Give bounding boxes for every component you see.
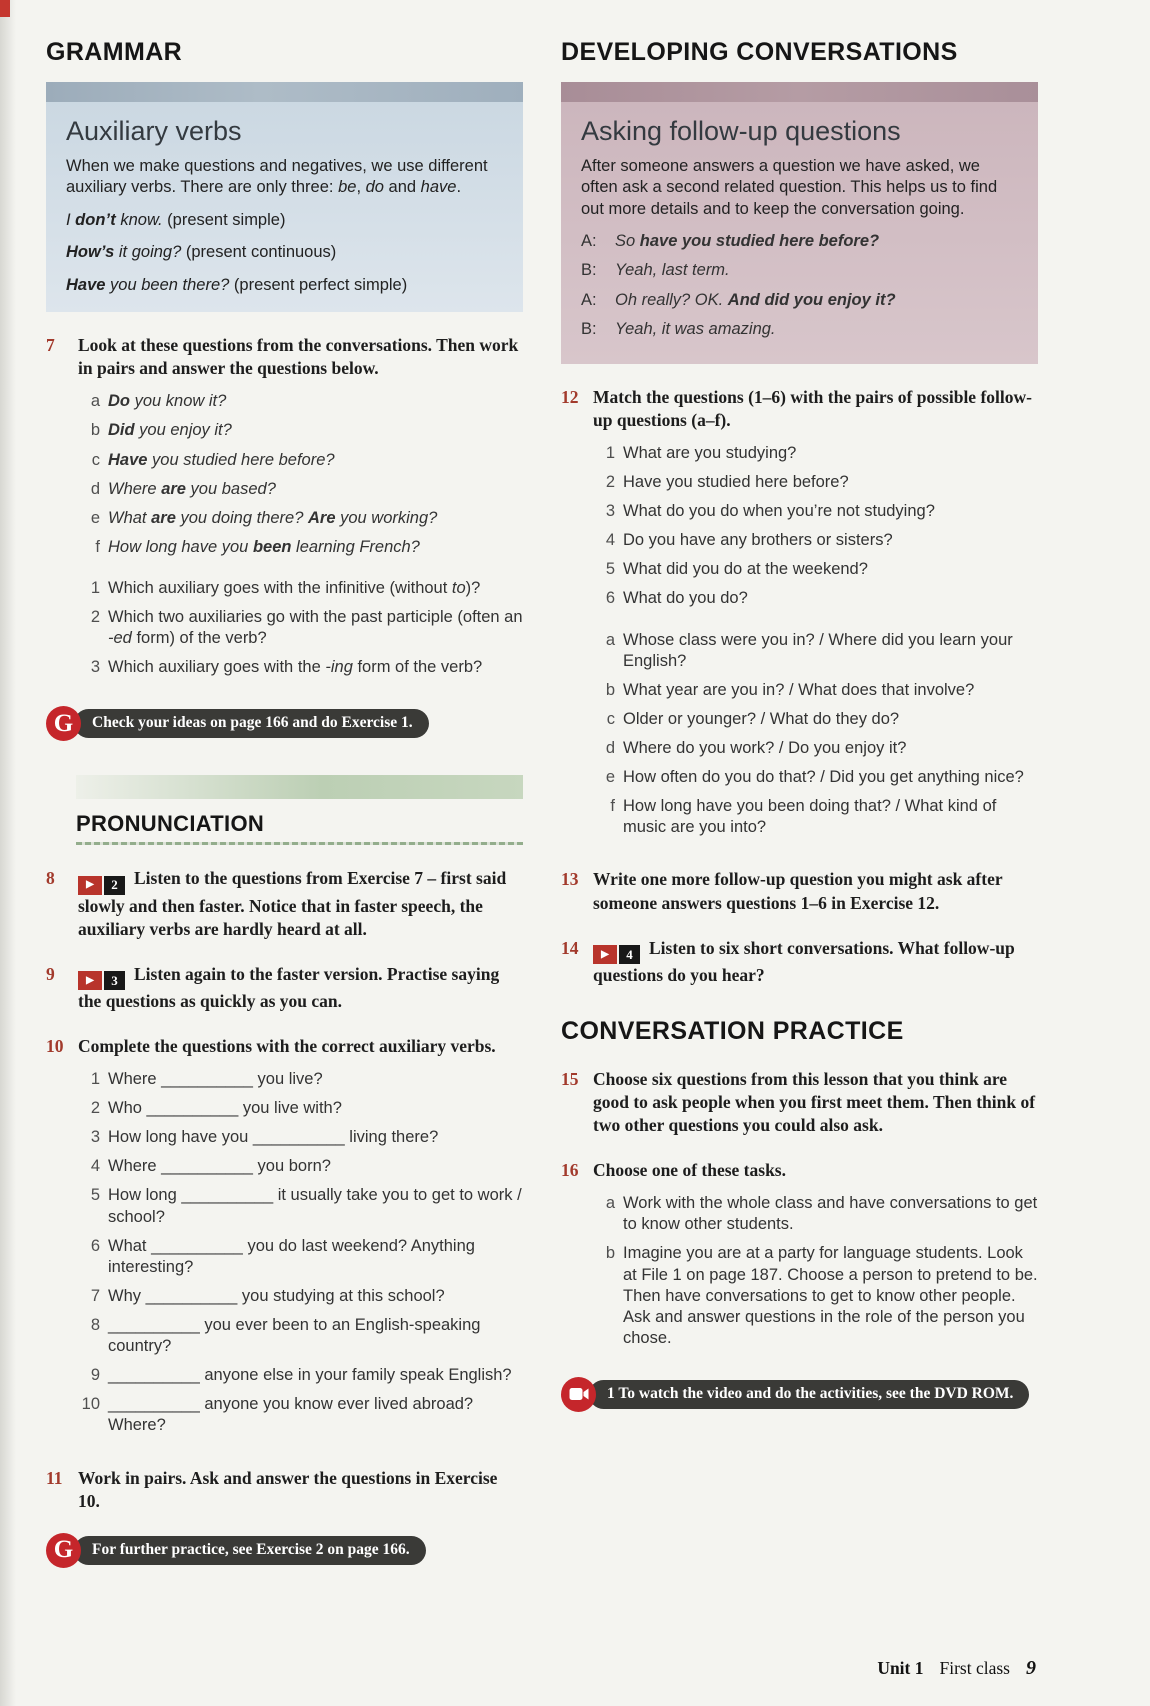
exercise-number: 10 xyxy=(46,1035,64,1056)
grammar-reference xyxy=(46,706,523,741)
pronunciation-rule xyxy=(76,842,523,845)
exercise-instruction: Listen to six short conversations. What follow-up questions do you hear? xyxy=(593,937,1015,985)
list-item: 1 What are you studying? xyxy=(605,443,797,462)
list-item: 7 Why __________ you studying at this school? xyxy=(90,1286,445,1305)
question-list xyxy=(593,443,1038,610)
play-icon: ▶ xyxy=(593,945,617,964)
follow-up-list xyxy=(593,630,1038,839)
exercise-instruction: Look at these questions from the conversations. Then work in pairs and answer the questions below. xyxy=(78,335,519,379)
track-number: 2 xyxy=(104,876,125,895)
audio-track-chip xyxy=(78,971,125,990)
list-item: 6 What do you do? xyxy=(605,589,748,608)
list-item: f How long have you been doing that? / What kind of music are you into? xyxy=(610,797,997,837)
list-item: a Whose class were you in? / Where did you learn your English? xyxy=(605,630,1013,670)
exercise-16 xyxy=(561,1159,1038,1357)
exercise-number: 12 xyxy=(561,386,579,407)
list-item: 1 Where __________ you live? xyxy=(90,1070,323,1089)
list-item: d Where do you work? / Do you enjoy it? xyxy=(605,739,907,758)
exercise-instruction: Write one more follow-up question you might ask after someone answers questions 1–6 in Exercise 12. xyxy=(593,869,1003,913)
conversation-practice-heading: CONVERSATION PRACTICE xyxy=(561,1016,904,1045)
list-item: 8 __________ you ever been to an English-speaking country? xyxy=(90,1316,481,1356)
audio-track-chip xyxy=(593,945,640,964)
list-item: 2 Which two auxiliaries go with the past participle (often an -ed form) of the verb? xyxy=(90,608,523,648)
auxiliary-verbs-box xyxy=(46,82,523,312)
developing-conversations-heading: DEVELOPING CONVERSATIONS xyxy=(561,38,958,66)
list-item: 10 __________ anyone you know ever lived abroad? Where? xyxy=(81,1395,474,1435)
audio-track-chip xyxy=(78,876,125,895)
exercise-instruction: Listen again to the faster version. Practise saying the questions as quickly as you can. xyxy=(78,963,500,1011)
exercise-8 xyxy=(46,867,523,940)
exercise-number: 9 xyxy=(46,963,55,984)
grammar-g-icon: G xyxy=(46,706,81,741)
video-reference xyxy=(561,1377,1038,1412)
list-item: 6 What __________ you do last weekend? Anything interesting? xyxy=(90,1236,475,1276)
list-item: 3 What do you do when you’re not studying? xyxy=(605,502,935,521)
exercise-number: 13 xyxy=(561,869,579,890)
list-item: 9 __________ anyone else in your family speak English? xyxy=(90,1366,512,1385)
box-top-band xyxy=(46,82,523,102)
exercise-instruction: Work in pairs. Ask and answer the questions in Exercise 10. xyxy=(78,1467,498,1511)
list-item: B: Yeah, it was amazing. xyxy=(581,319,776,338)
box-intro: After someone answers a question we have asked, we often ask a second related question. This helps us to find out more details and to keep the conversation going. xyxy=(581,157,998,218)
lesson-title: First class xyxy=(939,1658,1010,1678)
gap-fill-list xyxy=(78,1069,523,1437)
exercise-number: 16 xyxy=(561,1160,579,1181)
page-corner-mark xyxy=(0,0,10,17)
box-title: Asking follow-up questions xyxy=(581,116,901,146)
follow-up-questions-box xyxy=(561,82,1038,364)
task-list xyxy=(593,1193,1038,1349)
list-item: f How long have you been learning French? xyxy=(95,537,420,556)
question-list xyxy=(78,391,523,558)
list-item: 4 Do you have any brothers or sisters? xyxy=(605,531,893,550)
unit-label: Unit 1 xyxy=(877,1658,924,1678)
list-item: 2 Who __________ you live with? xyxy=(90,1099,342,1118)
list-item: c Older or younger? / What do they do? xyxy=(606,709,900,728)
pronunciation-heading: PRONUNCIATION xyxy=(76,811,265,837)
exercise-14 xyxy=(561,937,1038,987)
exercise-10 xyxy=(46,1035,523,1445)
list-item: e How often do you do that? / Did you get anything nice? xyxy=(605,768,1024,787)
list-item: b What year are you in? / What does that involve? xyxy=(605,680,975,699)
list-item: b Did you enjoy it? xyxy=(90,421,232,440)
example-line: Have you been there? (present perfect simple) xyxy=(66,275,408,294)
exercise-13 xyxy=(561,868,1038,914)
exercise-instruction: Listen to the questions from Exercise 7 – first said slowly and then faster. Notice that in faster speech, the auxiliary verbs are hardly heard at all. xyxy=(78,868,507,939)
list-item: 4 Where __________ you born? xyxy=(90,1157,331,1176)
list-item: 3 How long have you __________ living there? xyxy=(90,1128,439,1147)
list-item: b Imagine you are at a party for language students. Look at File 1 on page 187. Choose a person to pretend to be. Then have conversations to get to know other people. Ask and answer questions in the role of the person you chose. xyxy=(605,1244,1038,1347)
box-intro: When we make questions and negatives, we use different auxiliary verbs. There are only three: be, do and have. xyxy=(66,157,488,197)
list-item: 2 Have you studied here before? xyxy=(605,473,849,492)
list-item: 1 Which auxiliary goes with the infinitive (without to)? xyxy=(90,579,481,598)
list-item: A: Oh really? OK. And did you enjoy it? xyxy=(581,290,896,309)
list-item: a Do you know it? xyxy=(90,392,227,411)
list-item: 5 How long __________ it usually take you to get to work / school? xyxy=(90,1186,522,1226)
grammar-g-icon: G xyxy=(46,1533,81,1568)
play-icon: ▶ xyxy=(78,876,102,895)
list-item: a Work with the whole class and have conversations to get to know other students. xyxy=(605,1194,1038,1234)
grammar-reference xyxy=(46,1533,523,1568)
exercise-number: 7 xyxy=(46,335,55,356)
exercise-number: 11 xyxy=(46,1467,63,1488)
list-item: d Where are you based? xyxy=(90,479,276,498)
play-icon: ▶ xyxy=(78,971,102,990)
exercise-instruction: Complete the questions with the correct auxiliary verbs. xyxy=(78,1035,496,1056)
exercise-instruction: Choose six questions from this lesson that you think are good to ask people when you first meet them. Then think of two other questions you could also ask. xyxy=(593,1068,1036,1136)
grammar-heading: GRAMMAR xyxy=(46,38,183,66)
exercise-7 xyxy=(46,334,523,686)
exercise-number: 14 xyxy=(561,937,579,958)
grammar-reference-text: For further practice, see Exercise 2 on page 166. xyxy=(74,1536,426,1565)
pronunciation-band xyxy=(76,775,523,799)
exercise-instruction: Match the questions (1–6) with the pairs of possible follow-up questions (a–f). xyxy=(593,386,1032,430)
box-title: Auxiliary verbs xyxy=(66,116,242,146)
video-reference-text: 1 To watch the video and do the activities, see the DVD ROM. xyxy=(589,1380,1029,1409)
exercise-11 xyxy=(46,1467,523,1513)
exercise-9 xyxy=(46,963,523,1013)
page-footer xyxy=(877,1657,1036,1680)
example-line: How’s it going? (present continuous) xyxy=(66,243,337,262)
example-line: I don’t know. (present simple) xyxy=(66,210,286,229)
video-camera-icon xyxy=(561,1377,596,1412)
list-item: B: Yeah, last term. xyxy=(581,261,730,280)
grammar-column xyxy=(46,38,523,1568)
box-top-band xyxy=(561,82,1038,102)
list-item: 3 Which auxiliary goes with the -ing form of the verb? xyxy=(90,658,483,677)
subquestion-list xyxy=(78,578,523,678)
list-item: c Have you studied here before? xyxy=(91,450,335,469)
page-number: 9 xyxy=(1026,1657,1036,1679)
grammar-reference-text: Check your ideas on page 166 and do Exercise 1. xyxy=(74,709,429,738)
dialogue xyxy=(581,231,1016,339)
exercise-instruction: Choose one of these tasks. xyxy=(593,1160,786,1181)
exercise-number: 8 xyxy=(46,868,55,889)
track-number: 3 xyxy=(104,971,125,990)
exercise-15 xyxy=(561,1068,1038,1137)
conversations-column xyxy=(561,38,1038,1568)
track-number: 4 xyxy=(619,945,640,964)
list-item: 5 What did you do at the weekend? xyxy=(605,560,868,579)
exercise-12 xyxy=(561,386,1038,847)
list-item: e What are you doing there? Are you working? xyxy=(90,508,438,527)
exercise-number: 15 xyxy=(561,1068,579,1089)
list-item: A: So have you studied here before? xyxy=(581,232,880,251)
